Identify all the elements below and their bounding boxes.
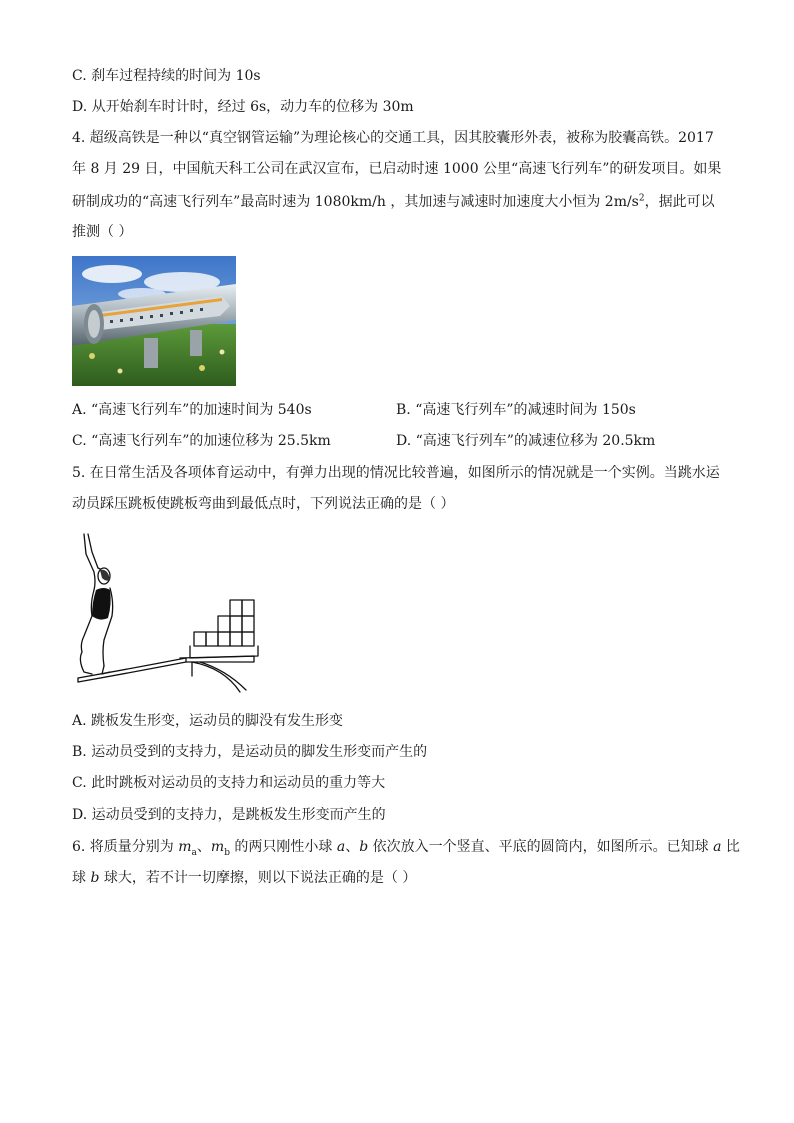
q4-squared: 2 (638, 193, 645, 204)
q6-stem-line1 (72, 837, 740, 858)
q4-stem-line3-text: 研制成功的“高速飞行列车”最高时速为 1080km/h ，其加速与减速时加速度大小恒为 2m/s (72, 194, 639, 210)
q3-option-c[interactable]: C. 刹车过程持续的时间为 10s (72, 68, 261, 84)
q4-stem-line2: 年 8 月 29 日，中国航天科工公司在武汉宣布，已启动时速 1000 公里“高速飞行列车”的研发项目。如果 (72, 161, 722, 177)
diver-springboard-figure (74, 528, 260, 696)
q5-stem-line1: 5. 在日常生活及各项体育运动中，有弹力出现的情况比较普遍，如图所示的情况就是一个实例。当跳水运 (72, 465, 720, 481)
q6-mass-b-sub: b (224, 847, 230, 858)
q6-stem-line2 (72, 868, 722, 888)
q4-option-c[interactable]: C. “高速飞行列车”的加速位移为 25.5km (72, 433, 331, 449)
q4-option-b[interactable]: B. “高速飞行列车”的减速时间为 150s (396, 402, 636, 418)
q6-text-5: 球 (72, 870, 91, 886)
q5-option-c[interactable]: C. 此时跳板对运动员的支持力和运动员的重力等大 (72, 775, 386, 791)
q6-mass-a: m (178, 839, 192, 855)
q4-stem-line3 (72, 192, 722, 212)
q5-stem-line2: 动员踩压跳板使跳板弯曲到最低点时，下列说法正确的是（ ） (72, 496, 455, 512)
q6-ball-a-2: a (713, 839, 722, 855)
q6-sep: 、 (196, 839, 211, 855)
q4-stem-line1: 4. 超级高铁是一种以“真空钢管运输”为理论核心的交通工具，因其胶囊形外表，被称为胶囊高铁。2017 (72, 130, 714, 146)
q4-stem-line4: 推测（ ） (72, 224, 133, 240)
hyperloop-train-figure (72, 256, 236, 386)
q6-mass-a-sub: a (191, 847, 197, 858)
q6-ball-b-2: b (90, 870, 100, 886)
q6-text-2: 的两只刚性小球 (229, 839, 337, 855)
q4-option-a[interactable]: A. “高速飞行列车”的加速时间为 540s (72, 402, 312, 418)
q4-stem-line3-end: ，据此可以 (644, 194, 715, 210)
q6-text-6: 球大，若不计一切摩擦，则以下说法正确的是（ ） (99, 870, 417, 886)
q6-ball-a: a (336, 839, 346, 855)
q6-text-3: 依次放入一个竖直、平底的圆筒内，如图所示。已知球 (368, 839, 714, 855)
q6-text-4: 比 (721, 839, 740, 855)
q6-and: 、 (345, 839, 360, 855)
q6-mass-b: m (210, 839, 225, 855)
q3-option-d[interactable]: D. 从开始刹车时计时，经过 6s，动力车的位移为 30m (72, 99, 414, 115)
q5-option-b[interactable]: B. 运动员受到的支持力，是运动员的脚发生形变而产生的 (72, 744, 428, 760)
q5-option-d[interactable]: D. 运动员受到的支持力，是跳板发生形变而产生的 (72, 807, 386, 823)
q6-text-1: 6. 将质量分别为 (72, 839, 179, 855)
q6-ball-b: b (359, 839, 369, 855)
q4-option-d[interactable]: D. “高速飞行列车”的减速位移为 20.5km (396, 433, 656, 449)
q5-option-a[interactable]: A. 跳板发生形变，运动员的脚没有发生形变 (72, 713, 344, 729)
